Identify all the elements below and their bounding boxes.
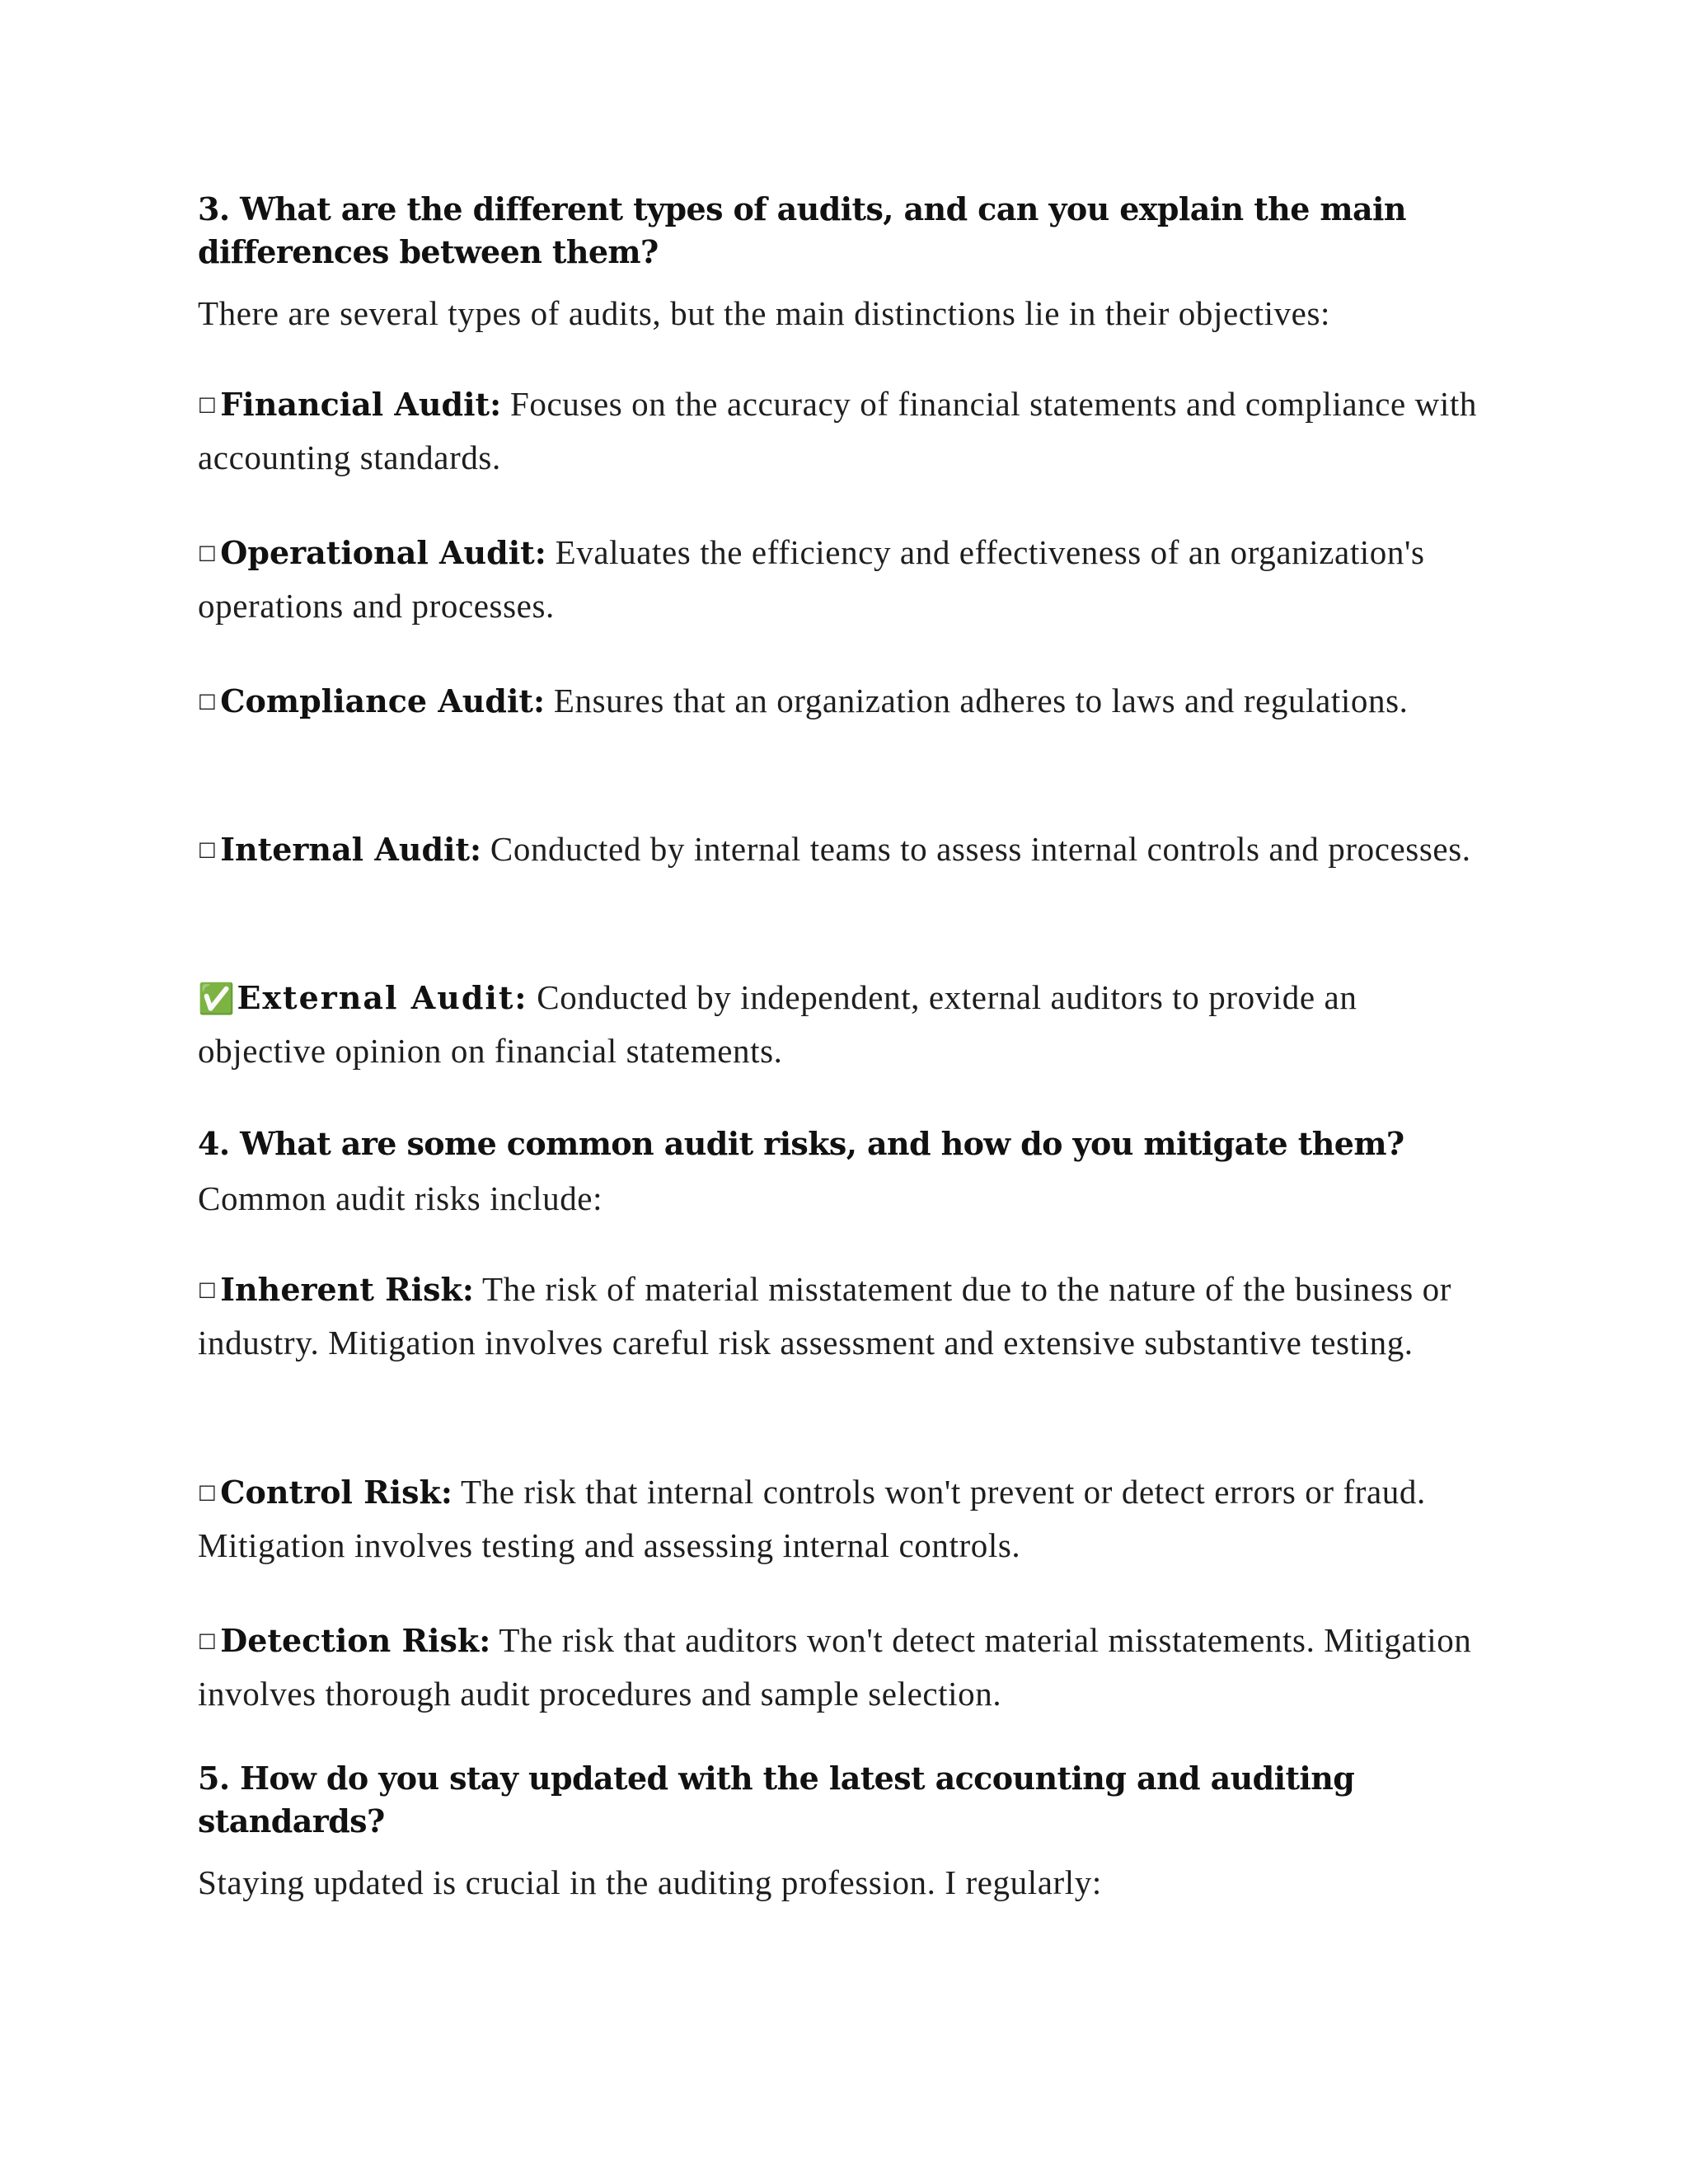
checkbox-icon: □	[198, 1480, 218, 1503]
item-text: The risk of material misstatement due to the nature of the business or industry. Mitigation involves careful risk assessment and extensive substantive testing.	[198, 1270, 1452, 1361]
list-item-control-risk	[198, 1465, 1484, 1572]
item-text: The risk that auditors won't detect material misstatements. Mitigation involves thorough audit procedures and sample selection.	[198, 1621, 1472, 1713]
list-item-internal-audit	[198, 823, 1484, 876]
item-text: Evaluates the efficiency and effectiveness of an organization's operations and processes.	[198, 533, 1425, 625]
section-intro-4: Common audit risks include:	[198, 1179, 603, 1217]
item-text: Ensures that an organization adheres to laws and regulations.	[545, 682, 1409, 719]
item-term: External Audit:	[237, 979, 528, 1016]
check-mark-icon: ✅	[198, 982, 236, 1016]
list-item-external-audit	[198, 971, 1484, 1077]
checkbox-icon: □	[198, 392, 218, 415]
item-term: Inherent Risk:	[220, 1271, 474, 1308]
item-term: Internal Audit:	[220, 831, 482, 868]
section-heading-4: 4. What are some common audit risks, and how do you mitigate them?	[198, 1125, 1404, 1162]
item-text: The risk that internal controls won't prevent or detect errors or fraud. Mitigation involves testing and assessing internal controls.	[198, 1473, 1426, 1564]
item-text: Conducted by internal teams to assess internal controls and processes.	[481, 830, 1471, 868]
list-item-inherent-risk	[198, 1263, 1484, 1369]
section-heading-5: 5. How do you stay updated with the latest accounting and auditing standards?	[198, 1760, 1355, 1840]
item-term: Detection Risk:	[220, 1622, 491, 1659]
checkbox-icon: □	[198, 837, 218, 860]
list-item-financial-audit	[198, 377, 1484, 484]
item-term: Control Risk:	[220, 1474, 452, 1511]
checkbox-icon: □	[198, 541, 218, 564]
section-heading-3: 3. What are the different types of audits, and can you explain the main differences between them?	[198, 190, 1406, 270]
item-text: Conducted by independent, external auditors to provide an objective opinion on financial statements.	[198, 978, 1357, 1070]
item-term: Operational Audit:	[220, 534, 546, 571]
item-term: Financial Audit:	[220, 386, 502, 423]
list-item-operational-audit	[198, 526, 1484, 632]
checkbox-icon: □	[198, 1277, 218, 1301]
checkbox-icon: □	[198, 1629, 218, 1652]
list-item-compliance-audit	[198, 674, 1484, 728]
section-intro-5: Staying updated is crucial in the auditing profession. I regularly:	[198, 1863, 1102, 1901]
checkbox-icon: □	[198, 689, 218, 712]
list-item-detection-risk	[198, 1614, 1484, 1720]
section-intro-3: There are several types of audits, but the main distinctions lie in their objectives:	[198, 294, 1331, 332]
item-text: Focuses on the accuracy of financial statements and compliance with accounting standards.	[198, 385, 1477, 476]
item-term: Compliance Audit:	[220, 682, 546, 719]
